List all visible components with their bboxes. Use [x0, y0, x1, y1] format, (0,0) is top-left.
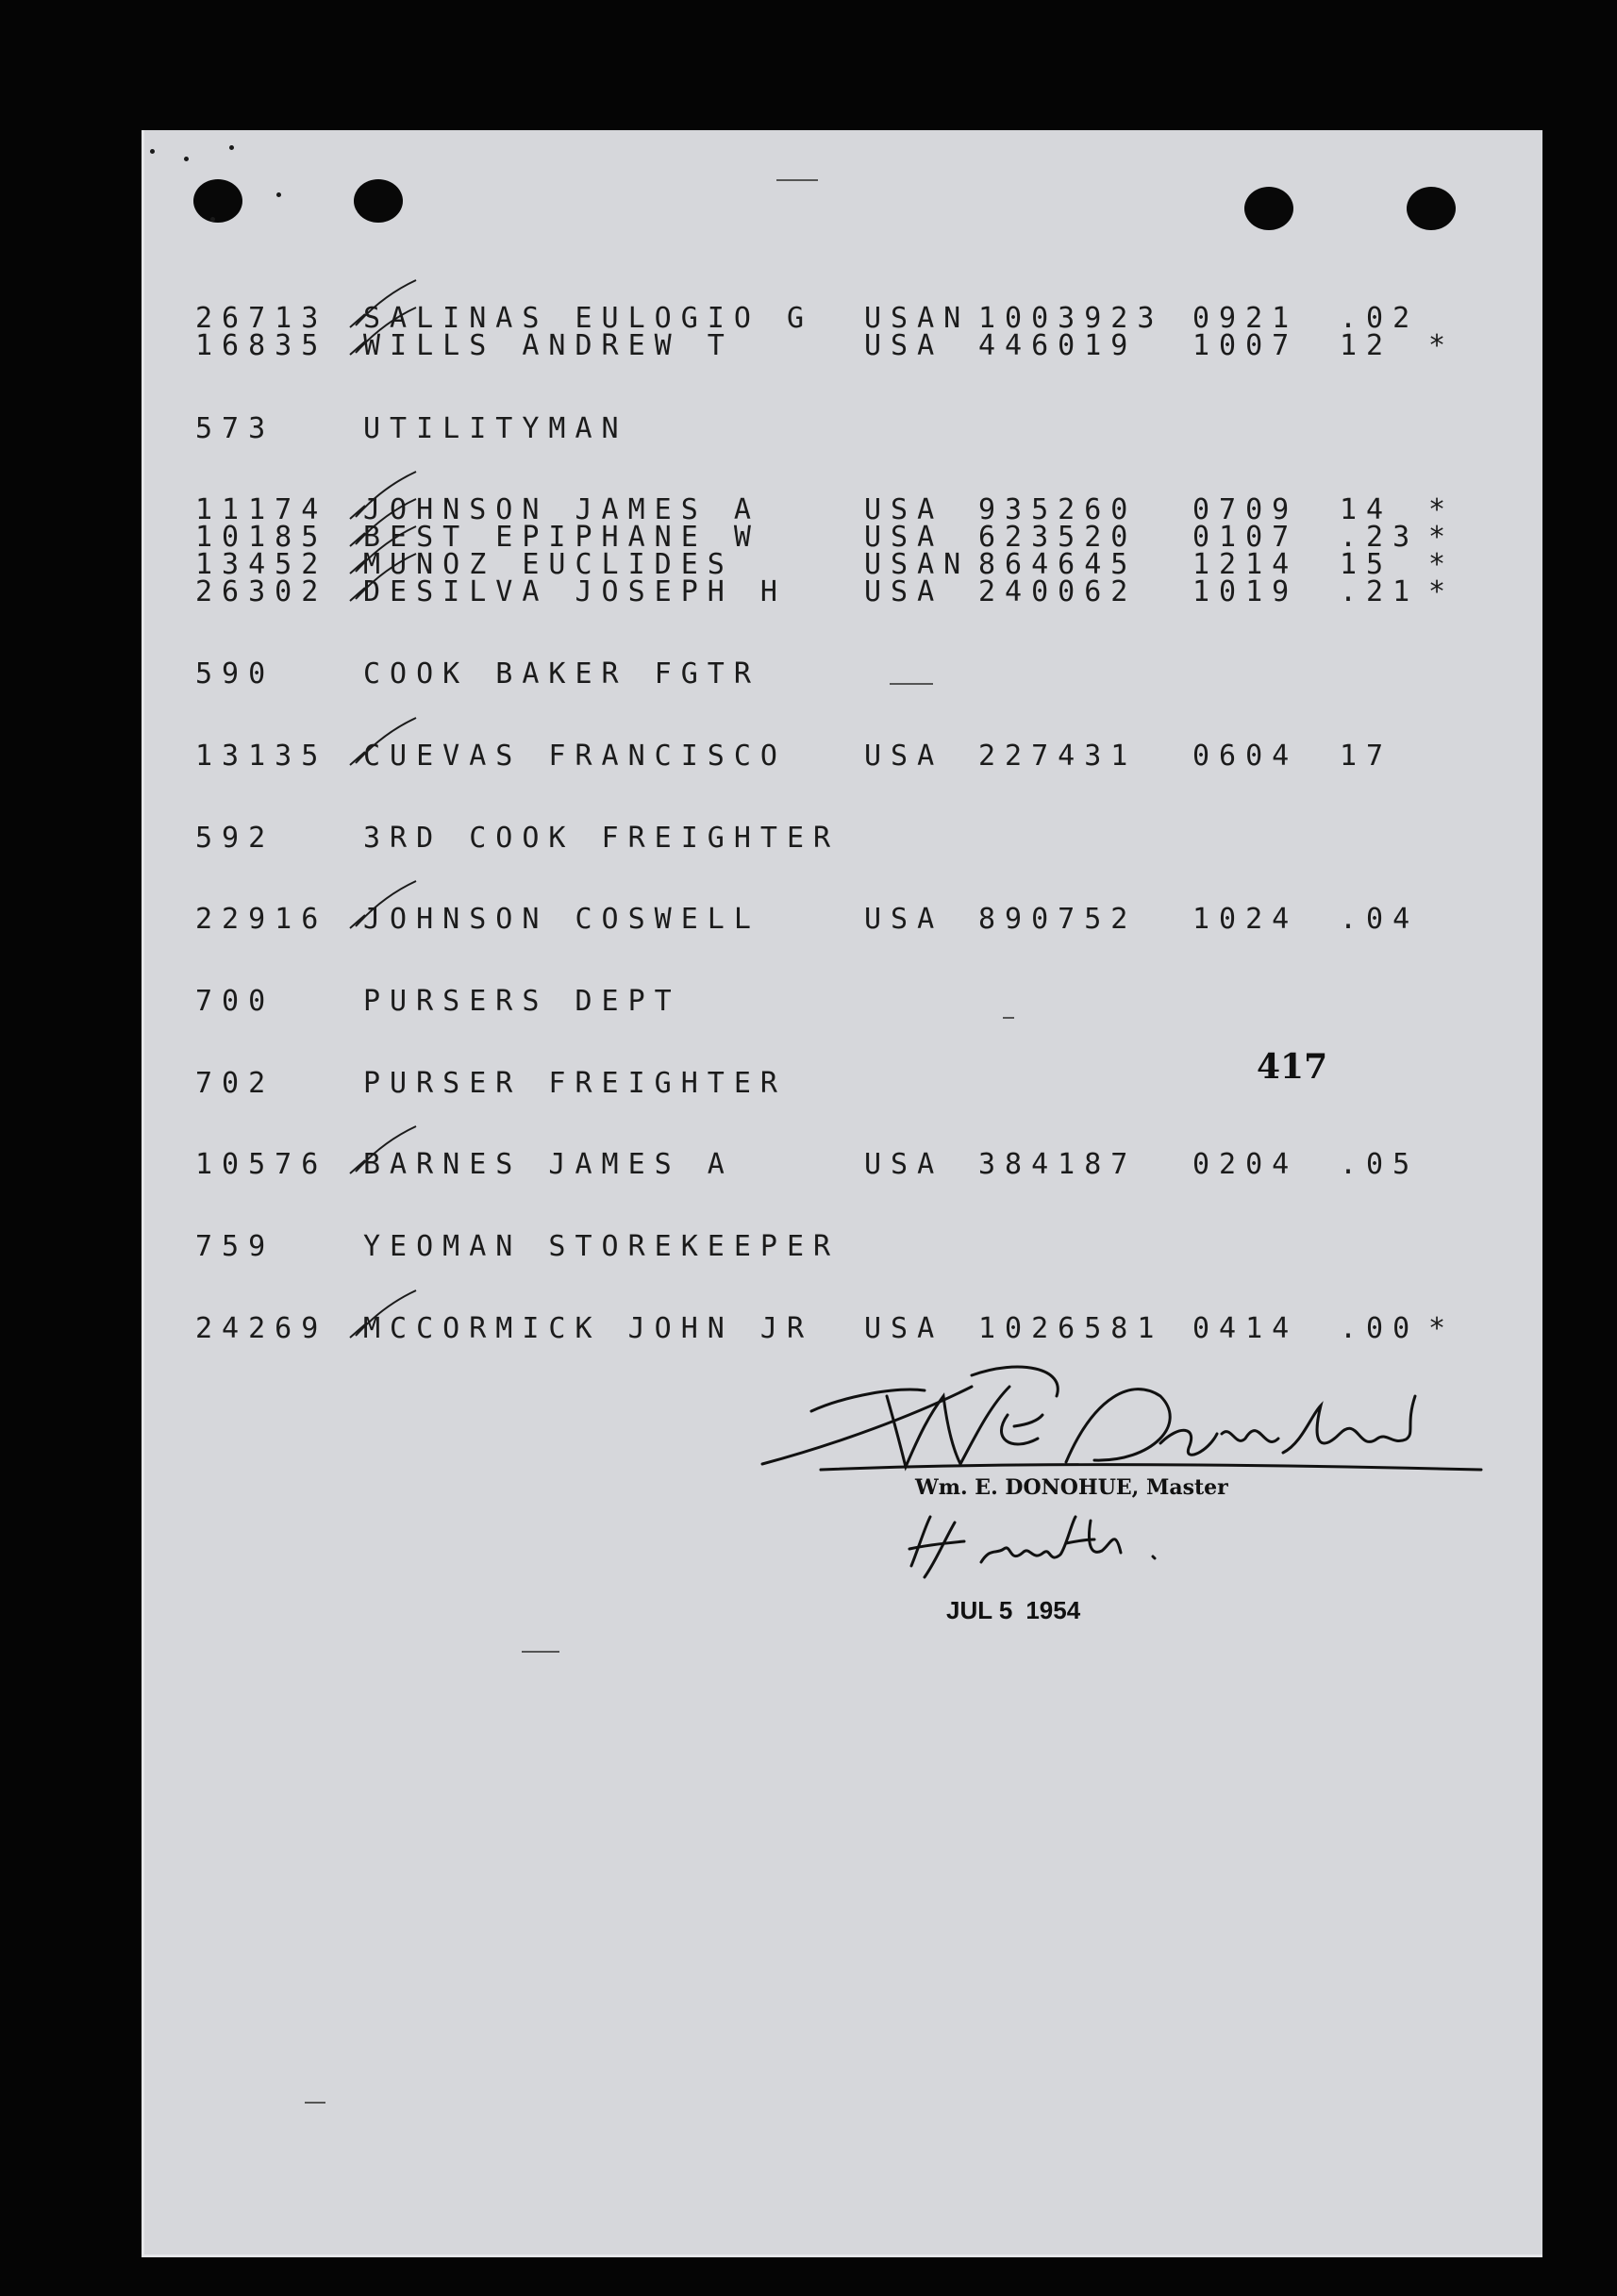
date-stamp — [946, 1596, 1093, 1625]
crew-code: 1214 — [1192, 548, 1299, 581]
section-title: UTILITYMAN — [363, 412, 628, 445]
crew-name: WILLS ANDREW T — [363, 329, 734, 362]
check-mark-icon — [344, 1124, 420, 1181]
crew-nationality: USA — [864, 903, 944, 936]
crew-star: * — [1428, 521, 1456, 554]
crew-number: 10576 — [195, 1148, 328, 1181]
section-title: PURSER FREIGHTER — [363, 1067, 787, 1100]
section-code: 759 — [195, 1230, 275, 1263]
master-signature — [755, 1358, 1491, 1481]
check-mark-icon — [344, 716, 420, 773]
crew-code: 0921 — [1192, 302, 1299, 335]
section-code: 702 — [195, 1067, 275, 1100]
section-title: YEOMAN STOREKEEPER — [363, 1230, 841, 1263]
crew-suffix: .02 — [1340, 302, 1420, 335]
crew-name: MCCORMICK JOHN JR — [363, 1312, 814, 1345]
crew-code: 0604 — [1192, 740, 1299, 773]
crew-code: 1019 — [1192, 575, 1299, 608]
check-mark-icon — [344, 879, 420, 936]
crew-number: 24269 — [195, 1312, 328, 1345]
specks — [150, 149, 155, 154]
stray-mark — [522, 1651, 559, 1653]
specks — [210, 217, 215, 222]
section-title: 3RD COOK FREIGHTER — [363, 822, 841, 855]
section-code: 592 — [195, 822, 275, 855]
crew-name: BARNES JAMES A — [363, 1148, 734, 1181]
crew-star: * — [1428, 1312, 1456, 1345]
crew-code: 0107 — [1192, 521, 1299, 554]
stray-mark — [305, 2102, 325, 2104]
crew-name: JOHNSON JAMES A — [363, 493, 760, 526]
crew-nationality: USA — [864, 493, 944, 526]
crew-code: 0204 — [1192, 1148, 1299, 1181]
crew-nationality: USA — [864, 329, 944, 362]
crew-suffix: .23 — [1340, 521, 1420, 554]
section-title: PURSERS DEPT — [363, 985, 681, 1018]
crew-suffix: .04 — [1340, 903, 1420, 936]
signature-caption: Wm. E. DONOHUE, Master — [915, 1475, 1228, 1500]
crew-doc-no: 935260 — [978, 493, 1138, 526]
crew-nationality: USA — [864, 521, 944, 554]
crew-nationality: USA — [864, 1312, 944, 1345]
crew-code: 0414 — [1192, 1312, 1299, 1345]
crew-doc-no: 446019 — [978, 329, 1138, 362]
crew-number: 26302 — [195, 575, 328, 608]
crew-number: 11174 — [195, 493, 328, 526]
crew-name: SALINAS EULOGIO G — [363, 302, 814, 335]
crew-number: 16835 — [195, 329, 328, 362]
crew-code: 1024 — [1192, 903, 1299, 936]
punch-hole — [193, 179, 242, 223]
crew-nationality: USA — [864, 575, 944, 608]
crew-name: CUEVAS FRANCISCO — [363, 740, 787, 773]
crew-doc-no: 240062 — [978, 575, 1138, 608]
check-mark-icon — [344, 1289, 420, 1345]
section-code: 573 — [195, 412, 275, 445]
section-title: COOK BAKER FGTR — [363, 657, 760, 690]
crew-suffix: .05 — [1340, 1148, 1420, 1181]
check-mark-icon — [344, 552, 420, 608]
date-stamp-year: 1954 — [1025, 1596, 1081, 1624]
crew-suffix: .21 — [1340, 575, 1420, 608]
crew-star: * — [1428, 575, 1456, 608]
section-code: 700 — [195, 985, 275, 1018]
stray-mark — [890, 683, 933, 685]
crew-star: * — [1428, 329, 1456, 362]
crew-number: 22916 — [195, 903, 328, 936]
crew-name: JOHNSON COSWELL — [363, 903, 760, 936]
crew-number: 10185 — [195, 521, 328, 554]
crew-number: 26713 — [195, 302, 328, 335]
crew-code: 1007 — [1192, 329, 1299, 362]
stray-mark — [1003, 1017, 1014, 1019]
crew-star: * — [1428, 493, 1456, 526]
crew-suffix: 17 — [1340, 740, 1393, 773]
crew-suffix: 15 — [1340, 548, 1393, 581]
crew-suffix: 14 — [1340, 493, 1393, 526]
check-mark-icon — [344, 306, 420, 362]
stray-mark — [776, 179, 818, 181]
crew-name: BEST EPIPHANE W — [363, 521, 760, 554]
crew-code: 0709 — [1192, 493, 1299, 526]
crew-nationality: USAN — [864, 302, 971, 335]
crew-doc-no: 1026581 — [978, 1312, 1164, 1345]
specks — [229, 145, 234, 150]
crew-name: DESILVA JOSEPH H — [363, 575, 787, 608]
date-stamp-month-day: JUL 5 — [946, 1596, 1013, 1624]
crew-doc-no: 1003923 — [978, 302, 1164, 335]
section-code: 590 — [195, 657, 275, 690]
crew-number: 13452 — [195, 548, 328, 581]
punch-hole — [354, 179, 403, 223]
crew-number: 13135 — [195, 740, 328, 773]
crew-star: * — [1428, 548, 1456, 581]
crew-doc-no: 227431 — [978, 740, 1138, 773]
crew-doc-no: 384187 — [978, 1148, 1138, 1181]
crew-nationality: USA — [864, 740, 944, 773]
crew-suffix: .00 — [1340, 1312, 1420, 1345]
crew-suffix: 12 — [1340, 329, 1393, 362]
document-page — [142, 130, 1542, 2257]
page-number: 417 — [1257, 1047, 1328, 1087]
crew-doc-no: 623520 — [978, 521, 1138, 554]
crew-doc-no: 890752 — [978, 903, 1138, 936]
specks — [276, 192, 281, 197]
specks — [184, 157, 189, 161]
punch-hole — [1407, 187, 1456, 230]
crew-doc-no: 864645 — [978, 548, 1138, 581]
punch-hole — [1244, 187, 1293, 230]
handwritten-initials — [906, 1509, 1245, 1585]
crew-nationality: USAN — [864, 548, 971, 581]
crew-nationality: USA — [864, 1148, 944, 1181]
crew-name: MUNOZ EUCLIDES — [363, 548, 734, 581]
